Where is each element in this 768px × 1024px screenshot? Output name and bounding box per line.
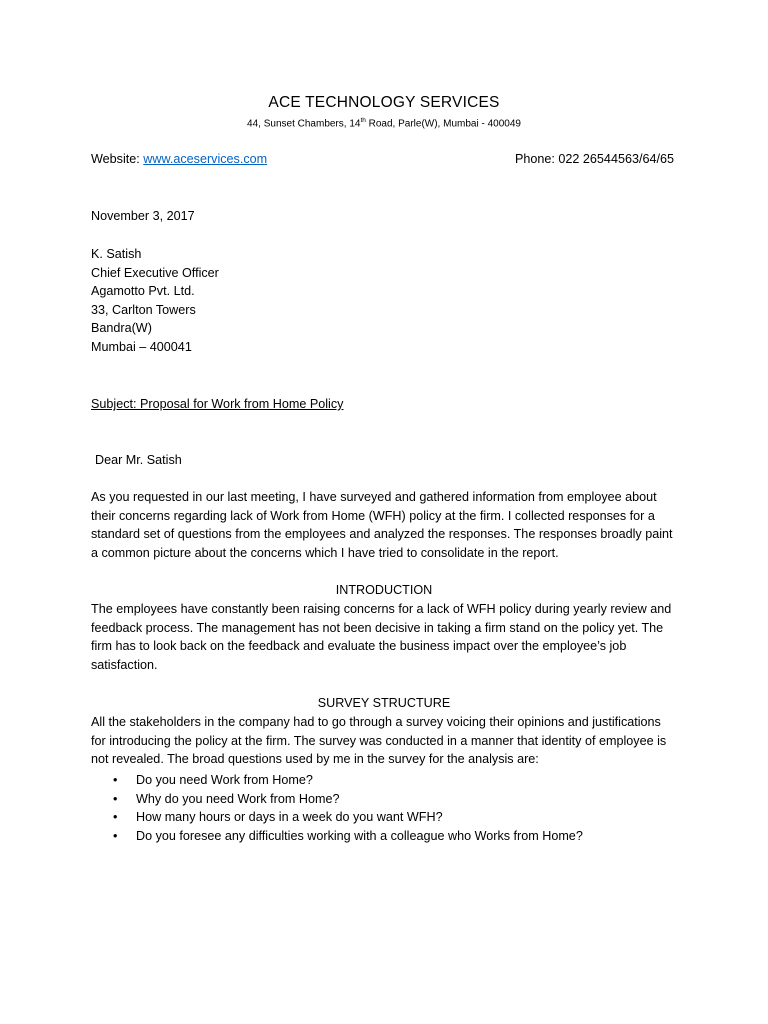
intro-paragraph — [91, 488, 687, 562]
paragraph-line: a common picture about the concerns which I have tried to consolidate in the report. — [91, 545, 559, 560]
address-part-1: 44, Sunset Chambers, 14 — [247, 118, 361, 130]
introduction-paragraph — [91, 600, 687, 674]
letter-subject: Subject: Proposal for Work from Home Policy — [91, 397, 344, 411]
paragraph-line: As you requested in our last meeting, I have surveyed and gathered information from employee about — [91, 490, 657, 504]
section-heading-survey-structure: SURVEY STRUCTURE — [317, 696, 451, 710]
paragraph-line: firm has to look back on the feedback and evaluate the business impact over the employee’s job — [91, 639, 627, 654]
recipient-name: K. Satish — [91, 247, 142, 261]
survey-question-list — [113, 771, 583, 845]
recipient-title: Chief Executive Officer — [91, 265, 219, 280]
paragraph-line: feedback process. The management has not been decisive in taking a firm stand on the policy yet. The — [91, 620, 664, 635]
recipient-address-line-1: 33, Carlton Towers — [91, 302, 196, 317]
salutation: Dear Mr. Satish — [95, 453, 182, 467]
letter-date: November 3, 2017 — [91, 209, 195, 223]
survey-paragraph — [91, 713, 687, 769]
recipient-company: Agamotto Pvt. Ltd. — [91, 284, 195, 299]
recipient-address-line-2: Bandra(W) — [91, 321, 152, 336]
question-text: How many hours or days in a week do you want WFH? — [136, 810, 443, 825]
section-heading-introduction: INTRODUCTION — [335, 583, 433, 597]
list-item — [113, 771, 583, 790]
company-name: ACE TECHNOLOGY SERVICES — [268, 94, 500, 111]
paragraph-line: The employees have constantly been raising concerns for a lack of WFH policy during yearly review and — [91, 602, 672, 616]
paragraph-line: satisfaction. — [91, 657, 158, 672]
paragraph-line: for introducing the policy at the firm. The survey was conducted in a manner that identity of employee is — [91, 733, 667, 748]
question-text: Why do you need Work from Home? — [136, 791, 340, 806]
paragraph-line: All the stakeholders in the company had to go through a survey voicing their opinions and justifications — [91, 715, 661, 729]
question-text: Do you foresee any difficulties working with a colleague who Works from Home? — [136, 828, 583, 843]
bullet-icon: • — [113, 810, 118, 825]
paragraph-line: not revealed. The broad questions used by me in the survey for the analysis are: — [91, 752, 539, 767]
list-item — [113, 808, 583, 827]
list-item — [113, 827, 583, 846]
website-line — [91, 150, 267, 169]
phone-line: Phone: 022 26544563/64/65 — [515, 152, 674, 166]
address-superscript: th — [360, 117, 366, 124]
bullet-icon: • — [113, 791, 118, 806]
address-part-2: Road, Parle(W), Mumbai - 400049 — [365, 118, 521, 130]
company-address — [0, 117, 768, 129]
website-link[interactable]: www.aceservices.com — [143, 152, 268, 166]
list-item — [113, 790, 583, 809]
question-text: Do you need Work from Home? — [136, 773, 313, 787]
bullet-icon: • — [113, 773, 118, 787]
bullet-icon: • — [113, 828, 118, 843]
recipient-block — [91, 245, 219, 357]
website-label: Website: — [91, 152, 144, 166]
recipient-address-line-3: Mumbai – 400041 — [91, 339, 192, 354]
paragraph-line: standard set of questions from the employees and analyzed the responses. The responses broadly paint — [91, 527, 673, 542]
paragraph-line: their concerns regarding lack of Work from Home (WFH) policy at the firm. I collected responses for a — [91, 508, 655, 523]
